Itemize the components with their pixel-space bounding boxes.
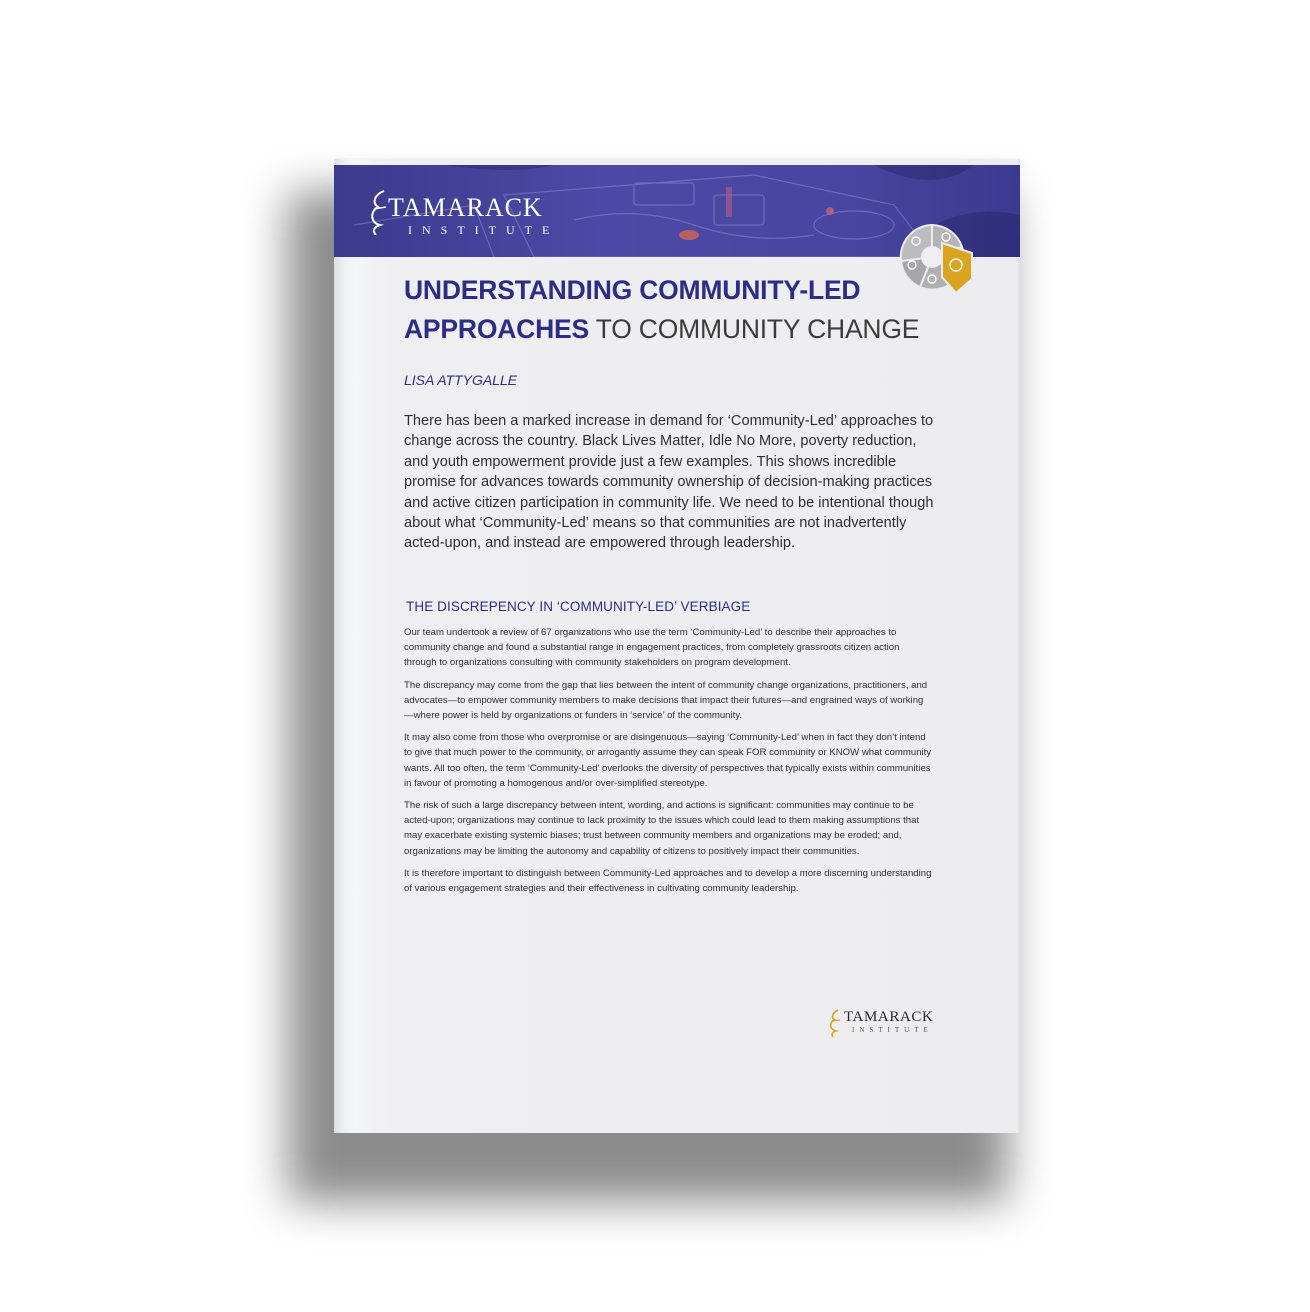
brand-subtitle: INSTITUTE bbox=[408, 223, 560, 237]
document-title-bold: UNDERSTANDING COMMUNITY-LED APPROACHES bbox=[404, 275, 861, 344]
document-title bbox=[404, 271, 964, 349]
document-page bbox=[334, 158, 1020, 1133]
body-text bbox=[404, 625, 932, 903]
tamarack-tree-icon bbox=[828, 1009, 842, 1037]
intro-paragraph: There has been a marked increase in demand for ‘Community-Led’ approaches to change across the country. Black Lives Matter, Idle No More, poverty reduction, and youth empowerment provide just a few examples. This shows incredible promise for advances towards community ownership of decision-making practices and active citizen participation in community life. We need to be intentional though about what ‘Community-Led’ means so that communities are not inadvertently acted-upon, and instead are empowered through leadership. bbox=[404, 413, 934, 552]
section-heading: THE DISCREPENCY IN ‘COMMUNITY-LED’ VERBIAGE bbox=[406, 599, 751, 614]
footer-brand-subtitle: INSTITUTE bbox=[852, 1026, 933, 1034]
document-author: LISA ATTYGALLE bbox=[404, 372, 518, 388]
body-paragraph: It is therefore important to distinguish between Community-Led approaches and to develop a more discerning understanding of various engagement strategies and their effectiveness in cultivating community leadership. bbox=[404, 867, 932, 895]
document-title-rest: TO COMMUNITY CHANGE bbox=[589, 314, 920, 344]
page-spine-highlight bbox=[334, 159, 374, 1133]
brand-name: TAMARACK bbox=[388, 193, 543, 222]
footer-brand-name: TAMARACK bbox=[844, 1009, 934, 1025]
body-paragraph: Our team undertook a review of 67 organizations who use the term ‘Community-Led’ to describe their approaches to community change and found a substantial range in engagement practices, from completely grassroots citizen action through to organizations consulting with community stakeholders on program development. bbox=[404, 627, 900, 669]
body-paragraph: It may also come from those who overpromise or are disingenuous—saying ‘Community-Led’ when in fact they don’t intend to give that much power to the community, or arrogantly assume they can speak FOR community or KNOW what community wants. All too often, the term ‘Community-Led’ overlooks the diversity of perspectives that typically exists within communities in favour of promoting a homogenous and/or over-simplified stereotype. bbox=[404, 732, 932, 789]
body-paragraph: The discrepancy may come from the gap that lies between the intent of community change organizations, practitioners, and advocates—to empower community members to make decisions that impact their futures—and engrained ways of working—where power is held by organizations or funders in ‘service’ of the community. bbox=[404, 679, 928, 722]
body-paragraph: The risk of such a large discrepancy between intent, wording, and actions is significant: communities may continue to be acted-upon; organizations may continue to lack proximity to the issues which could lead to them making assumptions that may exacerbate existing systemic biases; trust between community members and organizations may be eroded; and, organizations may be limiting the autonomy and capability of citizens to positively impact their communities. bbox=[404, 800, 920, 857]
tamarack-tree-icon bbox=[368, 189, 390, 235]
